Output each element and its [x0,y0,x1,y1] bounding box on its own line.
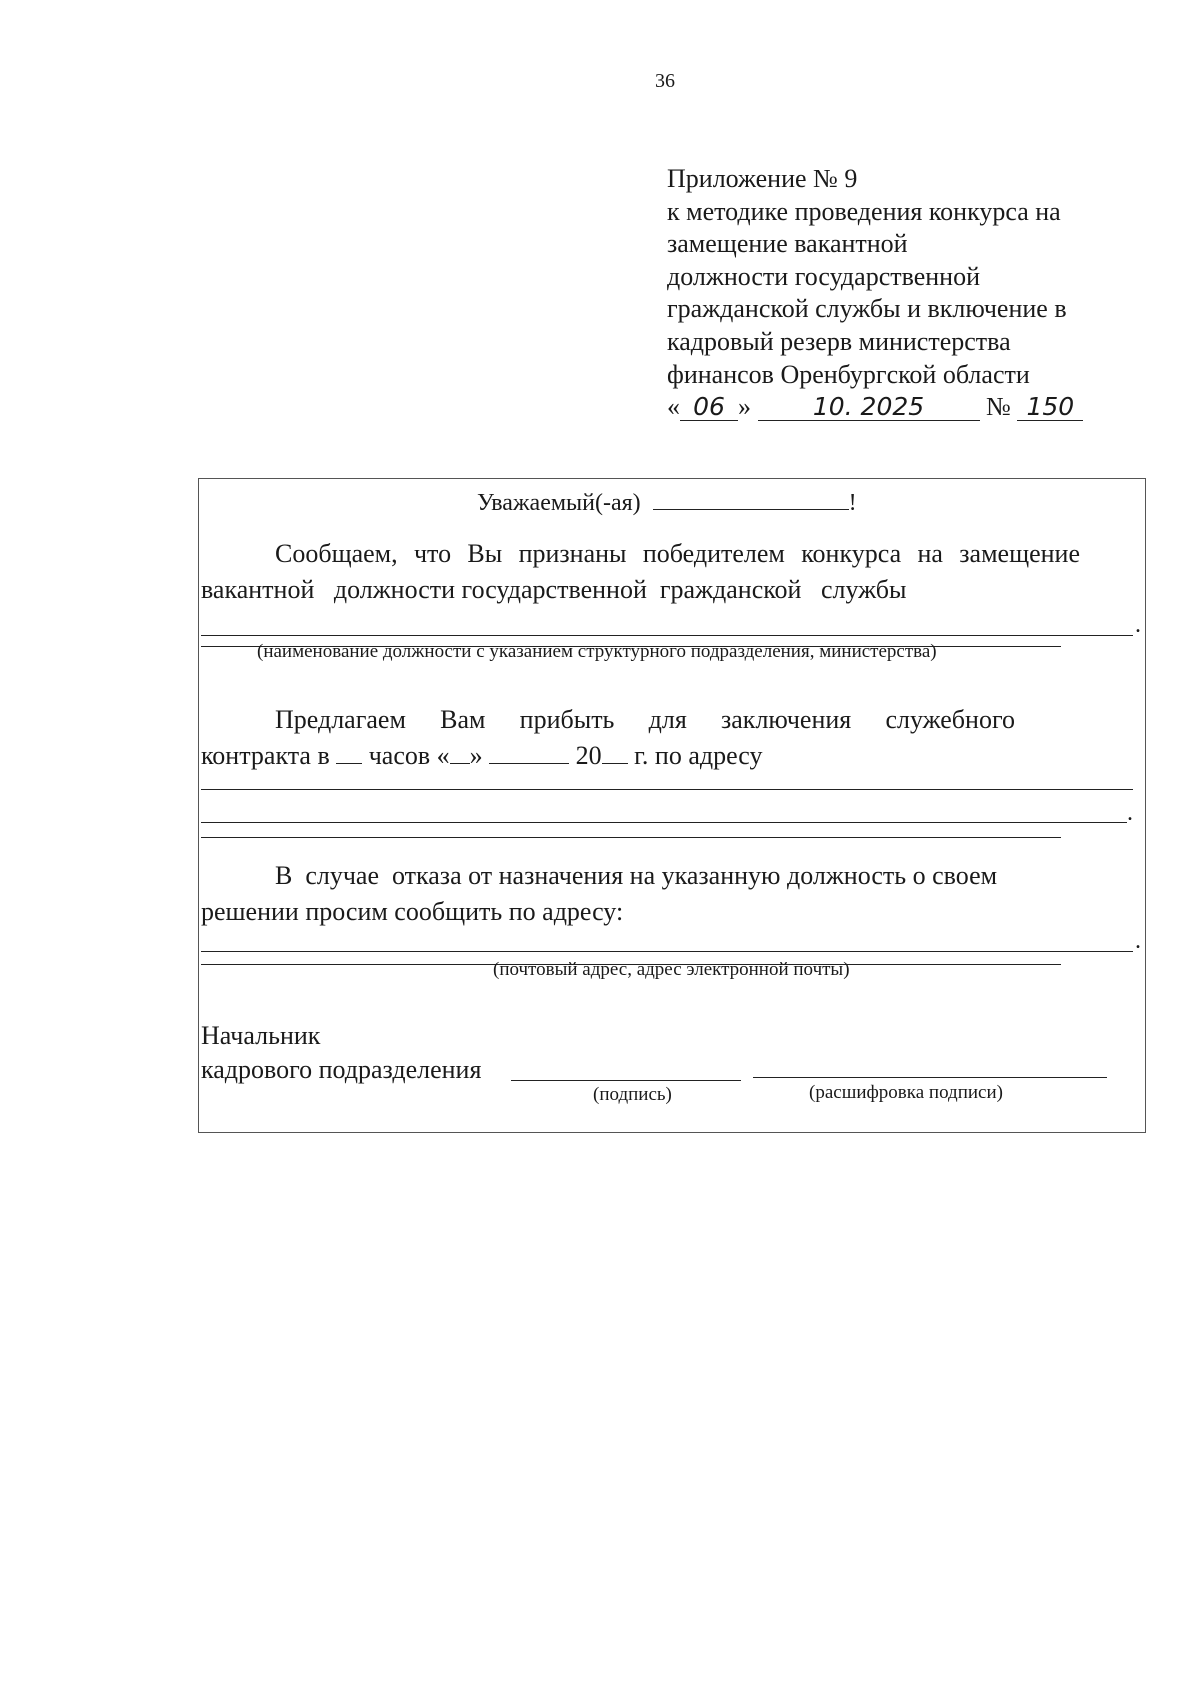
signature-field[interactable] [511,1080,741,1081]
appendix-line-6: финансов Оренбургской области [667,359,1030,389]
p1-word: на [917,539,943,568]
paragraph-3-second-line: решении просим сообщить по адресу: [201,897,624,926]
decoding-caption: (расшифровка подписи) [809,1082,1003,1103]
date-close-quote: » [738,392,751,422]
signatory-title-line-2: кадрового подразделения [201,1055,482,1084]
paragraph-3-first-line: В случае отказа от назначения на указанную должность о своем [275,861,998,890]
p1-word: конкурса [801,539,902,568]
appendix-line-2: замещение вакантной [667,229,908,259]
page-number: 36 [655,70,675,92]
day-field[interactable] [450,743,470,764]
appendix-line-1: к методике проведения конкурса на [667,196,1061,226]
position-name-field[interactable] [201,635,1133,636]
date-open-quote: « [667,392,680,422]
period-2: . [1127,800,1133,826]
appendix-header [667,163,1137,424]
period-3: . [1135,928,1141,954]
greeting-label: Уважаемый(-ая) [477,490,641,516]
paragraph-2-second-line [201,741,762,771]
appendix-line-3: должности государственной [667,261,981,291]
reply-address-field[interactable] [201,951,1133,952]
period-1: . [1135,612,1141,638]
paragraph-1-first-line [275,539,1080,569]
greeting-exclamation: ! [848,490,857,516]
paragraph-1-second-line: вакантной должности государственной гражданской службы [201,575,907,604]
month-field[interactable] [489,743,569,764]
p1-word: Вы [467,539,503,568]
p1-word: замещение [959,539,1080,568]
hours-word: часов « [368,741,450,770]
greeting-line [477,489,857,517]
p1-word: Сообщаем, [275,539,398,568]
signature-decoding-field[interactable] [753,1077,1107,1078]
p1-word: победителем [642,539,785,568]
order-number: 150 [1017,394,1083,421]
address-line-2[interactable] [201,822,1127,823]
appendix-title: Приложение № 9 [667,164,858,193]
p2-word: Предлагаем [275,705,406,734]
hour-field[interactable] [336,743,362,764]
order-date-line [667,391,1137,424]
p2-word: прибыть [519,705,615,734]
p2-word: заключения [721,705,852,734]
close-quote: » [469,741,483,770]
p1-word: что [413,539,452,568]
separator-rule [201,837,1061,838]
signatory-title-line-1: Начальник [201,1021,321,1050]
paragraph-2-first-line [275,705,1015,735]
address-suffix: г. по адресу [634,741,763,770]
year-field[interactable] [602,743,628,764]
year-prefix: 20 [575,741,602,770]
contract-prefix: контракта в [201,741,330,770]
date-day: 06 [680,394,738,421]
signature-caption: (подпись) [593,1084,672,1105]
reply-address-caption: (почтовый адрес, адрес электронной почты) [493,959,850,980]
order-number-label: № [986,392,1011,422]
appendix-line-5: кадровый резерв министерства [667,326,1011,356]
appendix-line-4: гражданской службы и включение в [667,294,1067,324]
p1-word: признаны [518,539,627,568]
address-line-1[interactable] [201,789,1133,790]
p2-word: служебного [885,705,1015,734]
date-month-year: 10. 2025 [758,394,980,421]
p2-word: Вам [440,705,486,734]
notification-form [198,478,1146,1133]
p2-word: для [648,705,687,734]
position-caption: (наименование должности с указанием структурного подразделения, министерства) [257,641,937,662]
recipient-name-field[interactable] [653,489,849,510]
